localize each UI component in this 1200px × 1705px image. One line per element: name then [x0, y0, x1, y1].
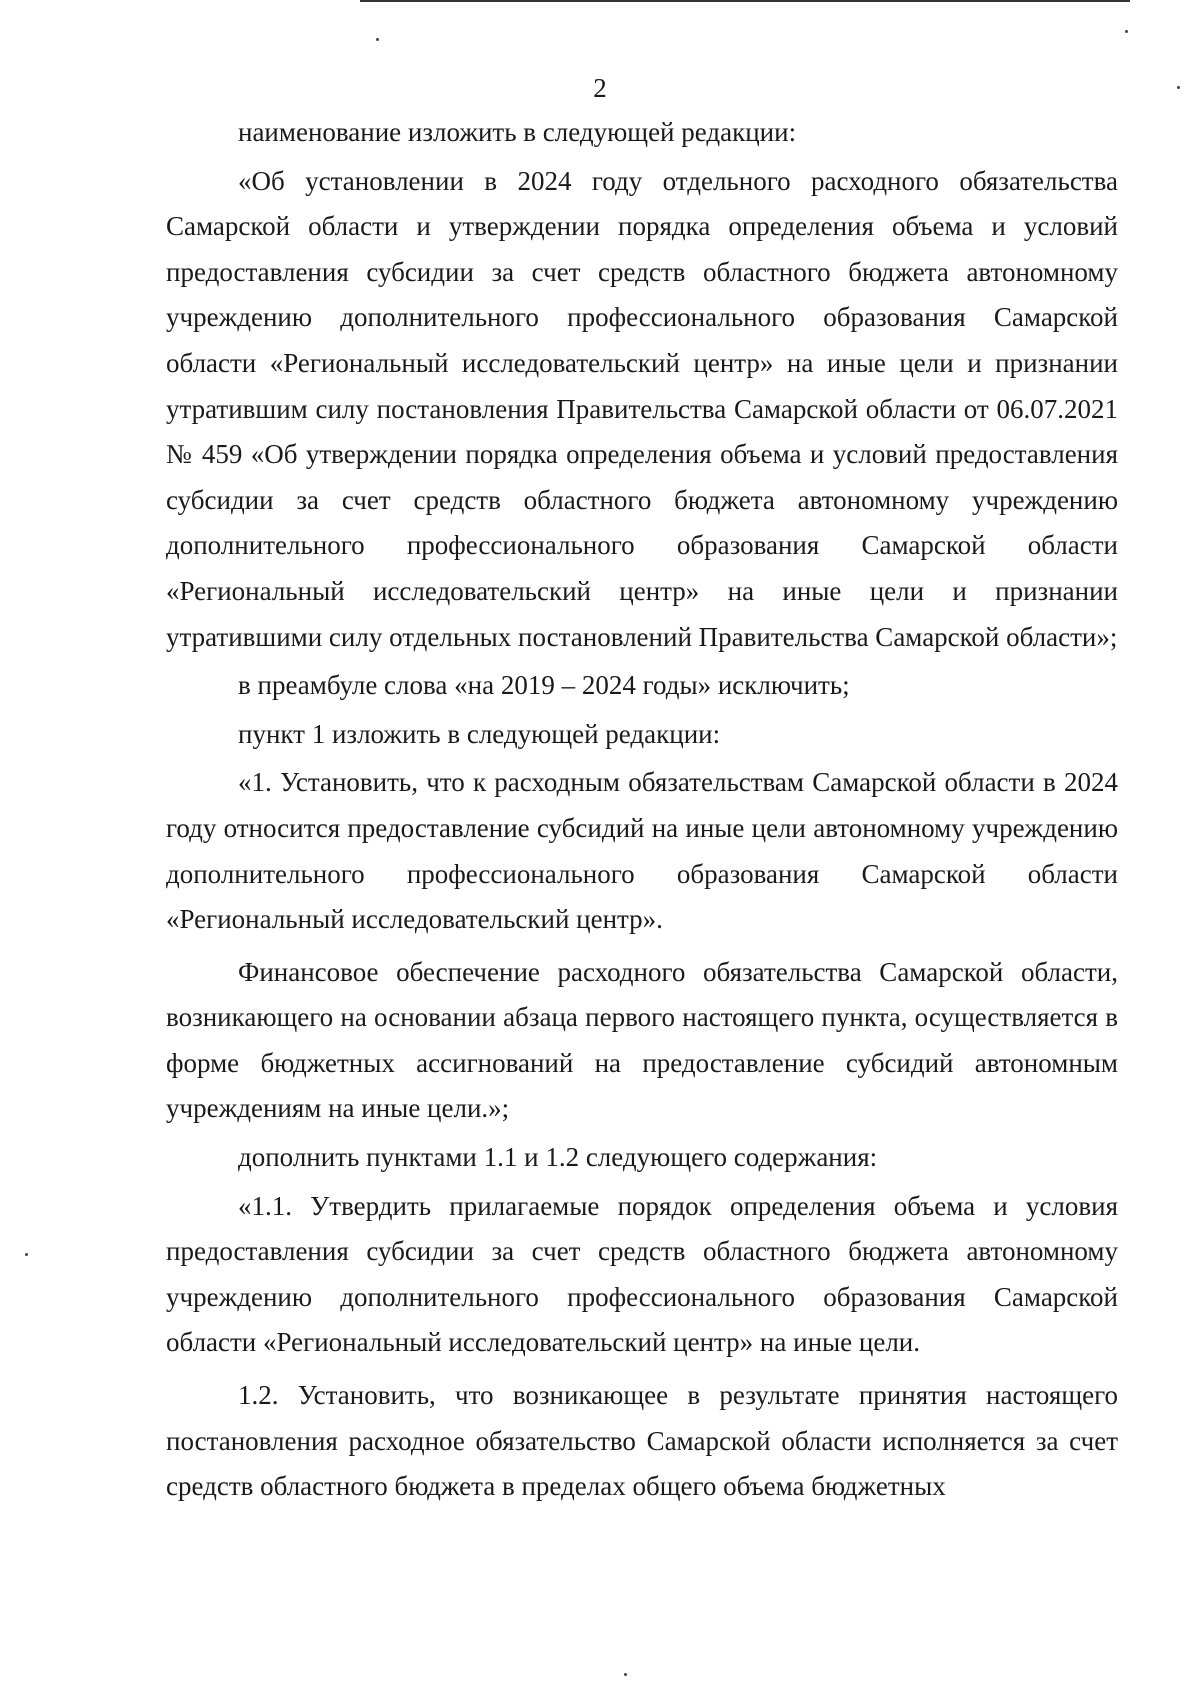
scan-speck	[624, 1673, 627, 1676]
paragraph-title-intro: наименование изложить в следующей редакции:	[238, 117, 797, 147]
paragraph-add-items: дополнить пунктами 1.1 и 1.2 следующего содержания:	[238, 1142, 878, 1173]
paragraph-financing: Финансовое обеспечение расходного обязательства Самарской области, возникающего на основании абзаца первого настоящего пункта, осуществляется в форме бюджетных ассигнований на предоставление субсидий автономным учреждениям на иные цели.»;	[166, 956, 1118, 1124]
scan-speck	[25, 1253, 28, 1256]
scan-speck	[1125, 30, 1128, 33]
paragraph-preamble: в преамбуле слова «на 2019 – 2024 годы» исключить;	[238, 670, 850, 701]
scan-top-edge-rule	[360, 0, 1130, 2]
paragraph-item1-text: «1. Установить, что к расходным обязательствам Самарской области в 2024 году относится предоставление субсидий на иные цели автономному учреждению дополнительного профессионального образования Самарской области «Региональный исследовательский центр».	[166, 767, 1118, 935]
paragraph-item1-2: 1.2. Установить, что возникающее в результате принятия настоящего постановления расходное обязательство Самарской области исполняется за счет средств областного бюджета в пределах общего объема бюджетных	[166, 1380, 1118, 1502]
document-body	[166, 110, 1118, 1510]
paragraph-item1-1: «1.1. Утвердить прилагаемые порядок определения объема и условия предоставления субсидии за счет средств областного бюджета автономному учреждению дополнительного профессионального образования Самарской области «Региональный исследовательский центр» на иные цели.	[166, 1190, 1118, 1358]
page-number: 2	[593, 73, 607, 103]
paragraph-item1-intro: пункт 1 изложить в следующей редакции:	[238, 718, 721, 749]
paragraph-new-title: «Об установлении в 2024 году отдельного расходного обязательства Самарской области и утверждении порядка определения объема и условий предоставления субсидии за счет средств областного бюджета автономному учреждению дополнительного профессионального образования Самарской области «Региональный исследовательский центр» на иные цели и признании утратившим силу постановления Правительства Самарской области от 06.07.2021 № 459 «Об утверждении порядка определения объема и условий предоставления субсидии за счет средств областного бюджета автономному учреждению дополнительного профессионального образования Самарской области «Региональный исследовательский центр» на иные цели и признании утратившими силу отдельных постановлений Правительства Самарской области»;	[166, 165, 1118, 652]
scan-speck	[376, 38, 379, 41]
